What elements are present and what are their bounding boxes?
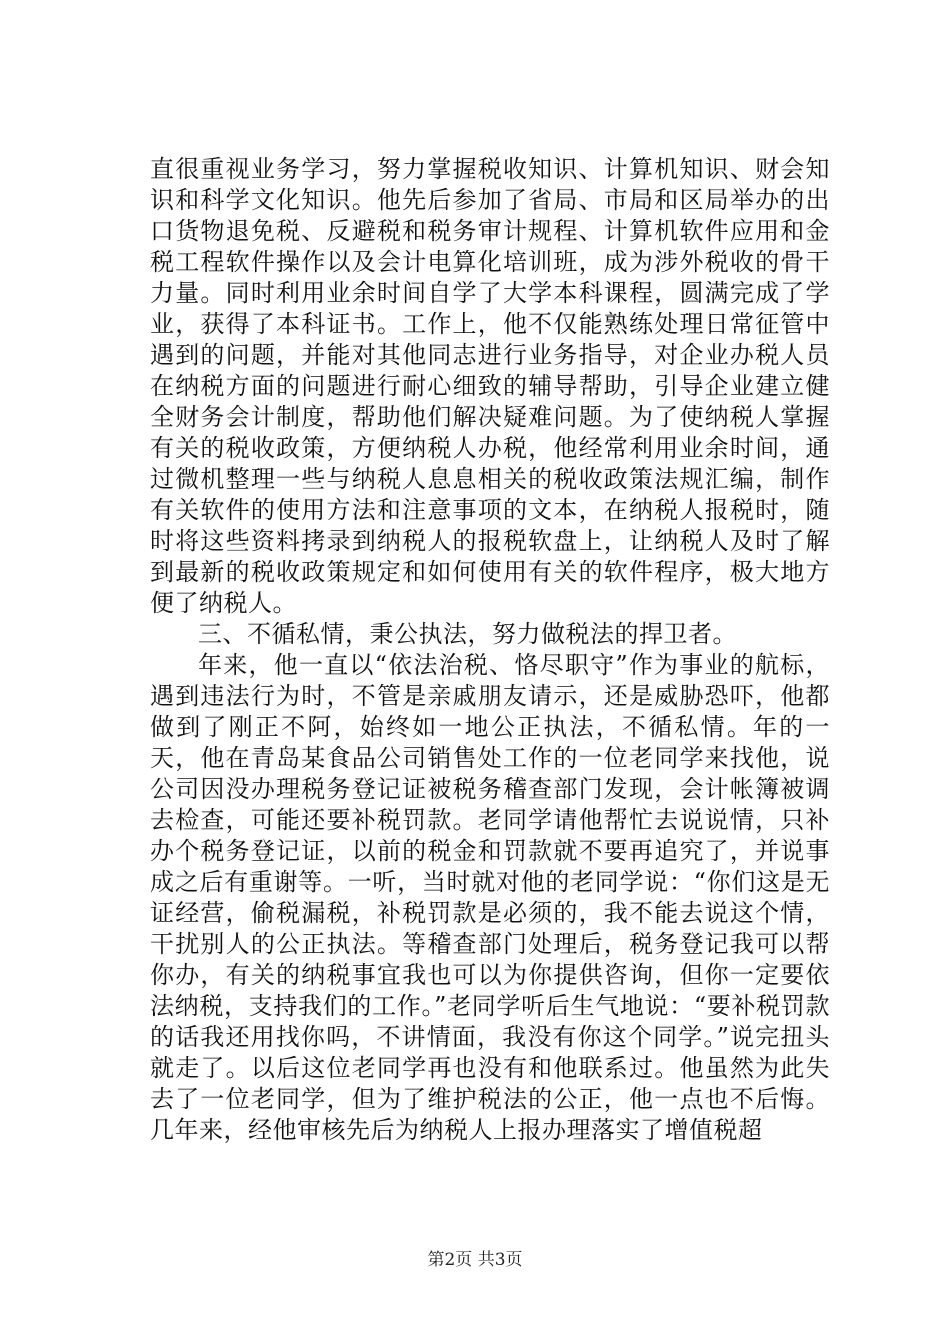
document-body (150, 154, 830, 1146)
paragraph-3: 年来，他一直以“依法治税、恪尽职守”作为事业的航标，遇到违法行为时，不管是亲戚朋友请示，还是威胁恐吓，他都做到了刚正不阿，始终如一地公正执法，不循私情。年的一天，他在青岛某食品公司销售处工作的一位老同学来找他，说公司因没办理税务登记证被税务稽查部门发现，会计帐簿被调去检查，可能还要补税罚款。老同学请他帮忙去说说情，只补办个税务登记证，以前的税金和罚款就不要再追究了，并说事成之后有重谢等。一听，当时就对他的老同学说：“你们这是无证经营，偷税漏税，补税罚款是必须的，我不能去说这个情，干扰别人的公正执法。等稽查部门处理后，税务登记我可以帮你办，有关的纳税事宜我也可以为你提供咨询，但你一定要依法纳税，支持我们的工作。”老同学听后生气地说：“要补税罚款的话我还用找你吗，不讲情面，我没有你这个同学。”说完扭头就走了。以后这位老同学再也没有和他联系过。他虽然为此失去了一位老同学，但为了维护税法的公正，他一点也不后悔。几年来，经他审核先后为纳税人上报办理落实了增值税超 (150, 651, 830, 1144)
page-number-footer: 第2页 共3页 (427, 1250, 523, 1270)
paragraph-1: 直很重视业务学习，努力掌握税收知识、计算机知识、财会知识和科学文化知识。他先后参加了省局、市局和区局举办的出口货物退免税、反避税和税务审计规程、计算机软件应用和金税工程软件操作以及会计电算化培训班，成为涉外税收的骨干力量。同时利用业余时间自学了大学本科课程，圆满完成了学业，获得了本科证书。工作上，他不仅能熟练处理日常征管中遇到的问题，并能对其他同志进行业务指导，对企业办税人员在纳税方面的问题进行耐心细致的辅导帮助，引导企业建立健全财务会计制度，帮助他们解决疑难问题。为了使纳税人掌握有关的税收政策，方便纳税人办税，他经常利用业余时间，通过微机整理一些与纳税人息息相关的税收政策法规汇编，制作有关软件的使用方法和注意事项的文本，在纳税人报税时，随时将这些资料拷录到纳税人的报税软盘上，让纳税人及时了解到最新的税收政策规定和如何使用有关的软件程序，极大地方便了纳税人。 (150, 155, 830, 617)
section-heading-3: 三、不循私情，秉公执法，努力做税法的捍卫者。 (198, 620, 737, 648)
